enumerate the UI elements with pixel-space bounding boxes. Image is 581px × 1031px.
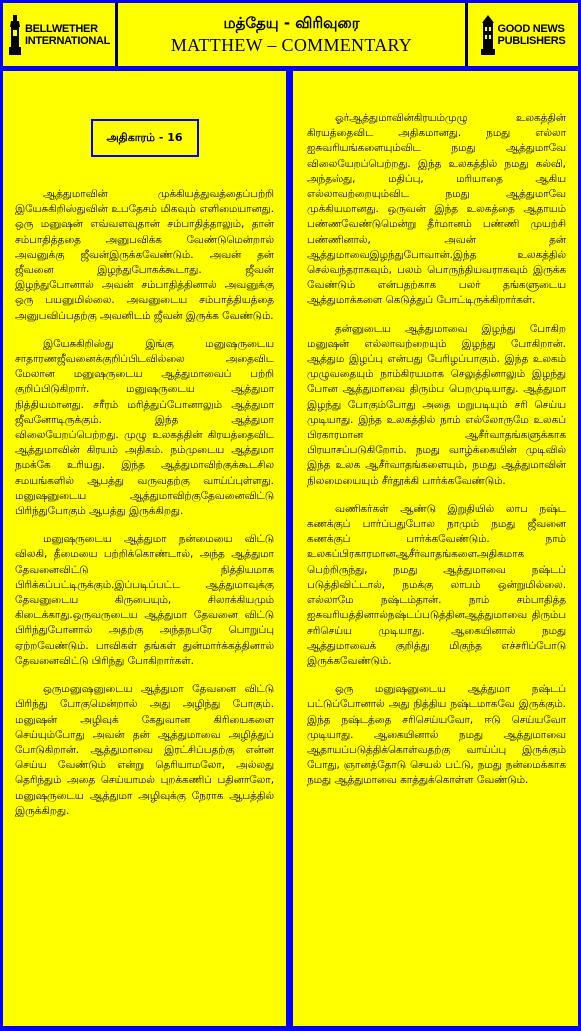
paragraph: வணிகர்கள் ஆண்டு இறுதியில் லாப நஷ்ட கணக்குப் பார்ப்பதுபோல நாமும் நமது ஜீவனை கணக்குப் பார்க்கவேண்டும். நாம் உலகப்பிரகாரமானஆசீர்வாதங்களைஅதிகமாக பெற்றிருந்து, நமது ஆத்துமாவை நஷ்டப் படுத்திவிட்டால், நமக்கு லாபம் ஒன்றுமில்லை. எல்லாமே நஷ்டம்தான். நாம் சம்பாதித்த ஐசுவரியத்தினால்நஷ்டப்படுத்தினஆத்துமாவை திரும்ப சரிசெய்ய முடியாது. ஆகையினால் நமது ஆத்துமாவைக் குறித்து மிகுந்த எச்சரிப்போடு இருக்கவேண்டும். (307, 502, 566, 667)
right-logo-line-2: PUBLISHERS (497, 34, 566, 47)
paragraph: ஒருமனுஷனுடைய ஆத்துமா தேவனை விட்டு பிரிந்து போகுமென்றால் அது அழிந்து போகும். மனுஷன் அழிவுக் கேதுவான கிரியைகளை செய்யும்போது அவன் தன் ஆத்துமாவை அழித்துப் போடுகிறான். ஆத்துமாவை இரட்சிப்பதற்கு என்ன செய்ய வேண்டும் என்று தெரியாமலோ, அல்லது தெரிந்தும் அதை செய்யாமல் புறக்கணிப் பதினாலோ, மனுஷருடைய ஆத்துமா அழிவுக்கு நேராக ஆபத்தில் இருக்கிறது. (15, 683, 274, 817)
paragraph: மனுஷருடைய ஆத்துமா நன்மையை விட்டு விலகி, தீமையை பற்றிக்கொண்டால், அந்த ஆத்துமா தேவனைவிட்டு நித்தியமாக பிரிக்கப்பட்டிருக்கும்.இப்படிப்பட்ட ஆத்துமாவுக்கு தேவனுடைய கிருபையும், சிலாக்கியமும் கிடைக்காது.ஒருவருடைய ஆத்துமா தேவனை விட்டு பிரிந்துபோனால் அதற்கு அந்தநபரே பொறுப்பு ஏற்றவேண்டும். பாவிகள் தங்கள் துன்மார்க்கத்தினால் தேவனைவிட்டு பிரிந்து போகிறார்கள். (15, 533, 274, 667)
right-logo-line-1: GOOD NEWS (497, 22, 565, 35)
left-column (3, 71, 286, 1026)
title-english: MATTHEW – COMMENTARY (170, 34, 413, 55)
title-tamil: மத்தேயு - விரிவுரை (223, 13, 360, 32)
paragraph: ஒரு மனுஷனுடைய ஆத்துமா நஷ்டப் பட்டுப்போனால் அது நித்திய நஷ்டமாகவே இருக்கும். இந்த நஷ்டத்தை சரிசெய்யவோ, ஈடு செய்யவோ முடியாது. ஆகையினால் நமது ஆத்துமாவை ஆதாயப்படுத்திக்கொள்வதற்கு வாய்ப்பு இருக்கும் போது, ஞானத்தோடு செயல் பட்டு, நமது நன்மைக்காக நமது ஆத்துமாவை காத்துக்கொள்ள வேண்டும். (307, 683, 566, 787)
title-block (118, 3, 465, 66)
right-column (293, 71, 578, 1026)
left-logo-line-2: INTERNATIONAL (24, 34, 111, 47)
header-bar (3, 3, 578, 66)
paragraph: ஆத்துமாவின் முக்கியத்துவத்தைப்பற்றி இயேசுகிறிஸ்துவின் உபதேசம் மிகவும் எளிமையானது. ஒரு மனுஷன் எவ்வளவுதான் சம்பாதித்தாலும், தான் சம்பாதித்ததை அனுபவிக்க வேண்டுமென்றால் அவனுக்கு ஜீவன்இருக்கவேண்டும். அவன் தன் ஜீவனை இழந்துபோகக்கூடாது. ஜீவன் இழந்துபோனால் அவன் சம்பாதித்தினால் அவனுக்கு ஒரு பயனுமில்லை. அவனுடைய சம்பாத்தியத்தை அனுபவிப்பதற்கு அவனிடம் ஜீவன் இருக்க வேண்டும். (15, 188, 274, 322)
paragraph: இயேசுகிறிஸ்து இங்கு மனுஷருடைய சாதாரணஜீவனைக்குறிப்பிடவில்லை அதைவிட மேலான மனுஷருடைய ஆத்துமாவைப் பற்றி குறிப்பிடுகிறார். மனுஷருடைய ஆத்துமா நித்தியமானது. சரீரம் மரித்துப்போனாலும் ஆத்துமா ஜீவனோடிருக்கும். இந்த ஆத்துமா விலையேறப்பெற்றது. முழு உலகத்தின் கிரயத்தைவிட ஆத்துமாவின் கிரயம் அதிகம். நம்முடைய ஆத்துமா நமக்கே உரியது. இந்த ஆத்துமாவிற்குக்கூடசில சமயங்களில் ஆபத்து வருவதற்கு வாய்ப்புள்ளது. மனுஷனுடைய ஆத்துமாவிற்குதேவனைவிட்டு பிரிந்துபோகும் ஆபத்து இருக்கிறது. (15, 337, 274, 518)
good-news-logo (468, 3, 578, 66)
bell-tower-icon (8, 15, 22, 55)
left-logo-line-1: BELLWETHER (24, 22, 98, 35)
chapter-label: அதிகாரம் - 16 (106, 131, 183, 145)
bellwether-logo (3, 3, 115, 66)
paragraph: தன்னுடைய ஆத்துமாவை இழந்து போகிற மனுஷன் எல்லாவற்றையும் இழந்து போகிறான். ஆத்தும இழப்பு என்பது பேரிழப்பாகும். இந்த உலகம் முழுவதையும் நாம்கிரயமாக செலுத்தினாலும் இழந்து போன ஆத்துமாவை திரும்ப பெறமுடியாது. ஆத்துமா இழந்து போகும்போது அதை மறுபடியும் சரி செய்ய முடியாது. இந்த உலகத்தில் நாம் எல்லோருமே உலகப் பிரகாரமான ஆசீர்வாதங்களுக்காக பிரயாசப்படுகிறோம். நமது வாழ்க்கையின் முடிவில் இந்த உலக ஆசீர்வாதங்களையும், நமது ஆத்துமாவின் நிலமையையும் சீர்தூக்கி பார்க்கவேண்டும். (307, 322, 566, 487)
paragraph: ஓர்ஆத்துமாவின்கிரயம்முழு உலகத்தின் கிரயத்தைவிட அதிகமானது. நமது எல்லா ஐசுவரியங்களையும்விட நமது ஆத்துமாவே விலையேறப்பெற்றது. இந்த உலகத்தில் நமது கல்வி, அந்தஸ்து, மதிப்பு, மரியாதை ஆகிய எல்லாவற்றையும்விட நமது ஆத்துமாவே முக்கியமானது. ஒருவன் இந்த உலகத்தை ஆதாயம் பண்ணவேண்டுமென்று தீர்மானம் பண்ணி முயற்சி பண்ணினால், அவன் தன் ஆத்துமாவைஇழந்துபோவான்.இந்த உலகத்தில் செல்வந்தராகவும், பலம் பொருந்தியவராகவும் இருக்க வேண்டும் என்பதற்காக பலர் தங்களுடைய ஆத்துமாக்களை கெடுத்துப் போட்டிருக்கிறார்கள். (307, 112, 566, 307)
chapter-box (91, 119, 199, 157)
building-icon (481, 15, 495, 55)
